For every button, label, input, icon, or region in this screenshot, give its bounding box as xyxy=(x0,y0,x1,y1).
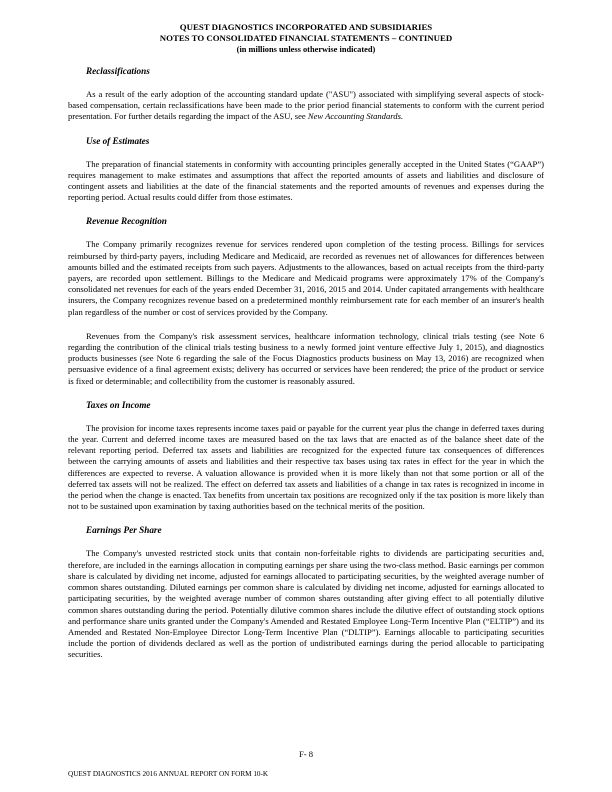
paragraph-taxes-on-income: The provision for income taxes represents income taxes paid or payable for the current year plus the change in deferred taxes during the year. Current and deferred income taxes are measured based on the tax laws that are enacted as of the balance sheet date of the relevant reporting period. Deferred tax assets and liabilities are recognized for the expected future tax consequences of differences between the carrying amounts of assets and liabilities and their respective tax bases using tax rates in effect for the year in which the differences are expected to reverse. A valuation allowance is provided when it is more likely than not that some portion or all of the deferred tax assets will not be realized. The effect on deferred tax assets and liabilities of a change in tax rates is recognized in income in the period when the change is enacted. Tax benefits from uncertain tax positions are recognized only if the tax position is more likely than not to be sustained upon examination by taxing authorities based on the technical merits of the position. xyxy=(68,422,544,512)
paragraph-reclassifications: As a result of the early adoption of the accounting standard update ("ASU") associated with simplifying several aspects of stock-based compensation, certain reclassifications have been made to the prior period financial statements to conform with the current period presentation. For further details regarding the impact of the ASU, see New Accounting Standards. xyxy=(68,89,544,122)
paragraph-earnings-per-share: The Company's unvested restricted stock units that contain non-forfeitable rights to dividends are participating securities and, therefore, are included in the earnings allocation in computing earnings per share using the two-class method. Basic earnings per common share is calculated by dividing net income, adjusted for earnings allocated to participating securities, by the weighted average number of common shares outstanding. Diluted earnings per common share is calculated by dividing net income, adjusted for earnings allocated to participating securities, by the weighted average number of common shares outstanding after giving effect to all potentially dilutive common shares outstanding during the period. Potentially dilutive common shares include the dilutive effect of outstanding stock options and performance share units granted under the Company's Amended and Restated Employee Long-Term Incentive Plan (“ELTIP”) and its Amended and Restated Non-Employee Director Long-Term Incentive Plan (“DLTIP”). Earnings allocable to participating securities include the portion of dividends declared as well as the portion of undistributed earnings during the period allocable to participating securities. xyxy=(68,548,544,660)
paragraph-use-of-estimates: The preparation of financial statements in conformity with accounting principles generally accepted in the United States (“GAAP”) requires management to make estimates and assumptions that affect the reported amounts of assets and liabilities and disclosure of contingent assets and liabilities at the date of the financial statements and the reported amounts of revenues and expenses during the reporting period. Actual results could differ from those estimates. xyxy=(68,158,544,203)
document-title: NOTES TO CONSOLIDATED FINANCIAL STATEMENTS – CONTINUED xyxy=(159,33,453,43)
page-footer: QUEST DIAGNOSTICS 2016 ANNUAL REPORT ON FORM 10-K xyxy=(68,770,269,778)
heading-revenue-recognition: Revenue Recognition xyxy=(86,216,167,227)
notes-body xyxy=(68,66,544,674)
heading-taxes-on-income: Taxes on Income xyxy=(86,399,151,410)
heading-reclassifications: Reclassifications xyxy=(86,66,150,76)
cross-reference-new-accounting-standards: New Accounting Standards. xyxy=(307,111,404,122)
page-number: F- 8 xyxy=(298,749,314,759)
paragraph-revenue-recognition-2: Revenues from the Company's risk assessment services, healthcare information technology, clinical trials testing (see Note 6 regarding the contribution of the clinical trials testing business to a newly formed joint venture effective July 1, 2015), and diagnostics products businesses (see Note 6 regarding the sale of the Focus Diagnostics products business on May 13, 2016) are recognized when persuasive evidence of a final agreement exists; delivery has occurred or services have been rendered; the price of the product or service is fixed or determinable; and collectibility from the customer is reasonably assured. xyxy=(68,330,544,386)
units-note: (in millions unless otherwise indicated) xyxy=(236,45,376,54)
page-header xyxy=(0,22,612,55)
paragraph-revenue-recognition-1: The Company primarily recognizes revenue for services rendered upon completion of the testing process. Billings for services reimbursed by third-party payers, including Medicare and Medicaid, are recorded as revenues net of allowances for differences between amounts billed and the estimated receipts from such payers. Adjustments to the allowances, based on actual receipts from the third-party payers, are recorded upon settlement. Billings to the Medicare and Medicaid programs were approximately 17% of the Company's consolidated net revenues for each of the years ended December 31, 2016, 2015 and 2014. Under capitated arrangements with healthcare insurers, the Company recognizes revenue based on a predetermined monthly reimbursement rate for each member of an insurer's health plan regardless of the number or cost of services provided by the Company. xyxy=(68,239,544,317)
heading-use-of-estimates: Use of Estimates xyxy=(86,135,150,146)
company-name: QUEST DIAGNOSTICS INCORPORATED AND SUBSIDIARIES xyxy=(179,22,433,32)
heading-earnings-per-share: Earnings Per Share xyxy=(86,525,162,536)
